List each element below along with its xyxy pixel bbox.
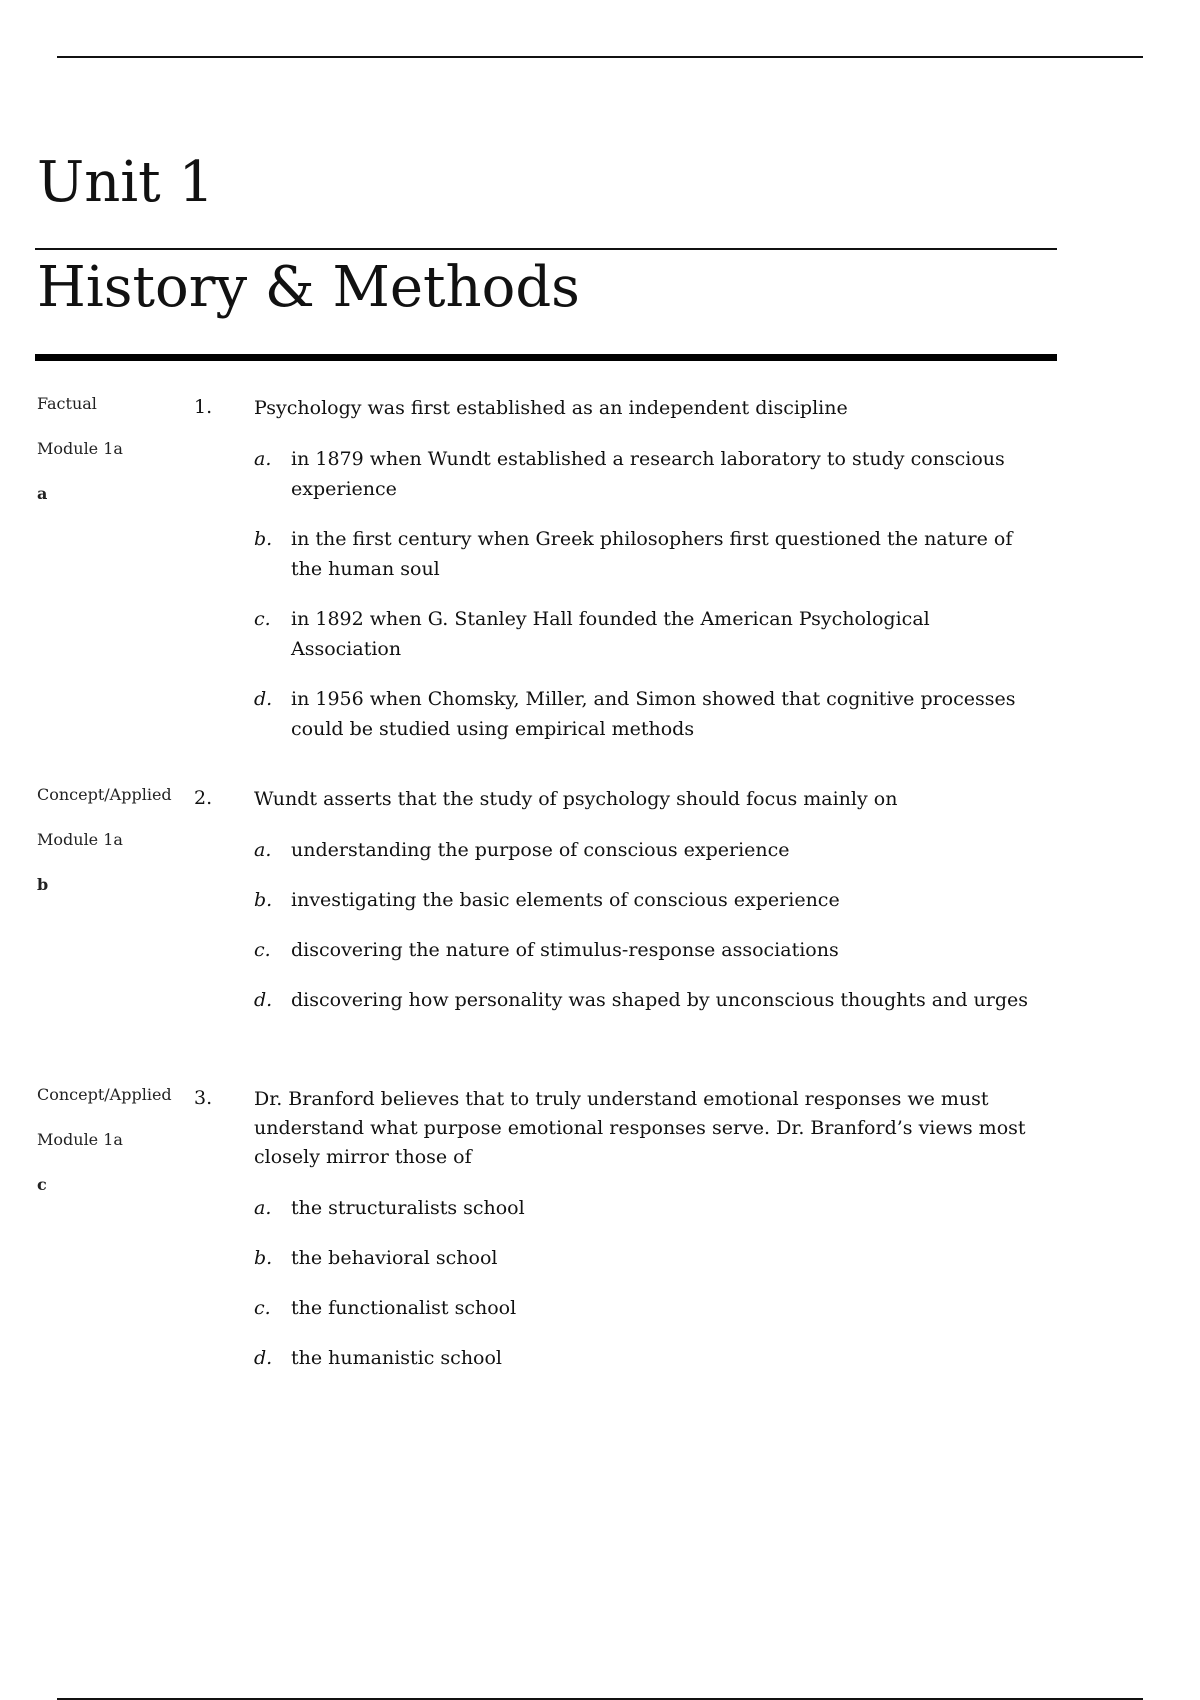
unit-title: Unit 1	[37, 150, 215, 215]
question-module: Module 1a	[37, 439, 123, 458]
option-d	[254, 985, 1044, 1015]
section-divider	[35, 354, 1057, 361]
option-a	[254, 444, 1044, 504]
option-text: the behavioral school	[291, 1247, 498, 1269]
question-type: Concept/Applied	[37, 1085, 172, 1104]
question-stem: Dr. Branford believes that to truly understand emotional responses we must understand what purpose emotional responses serve. Dr. Branford’s views most closely mirror those of	[254, 1088, 1026, 1168]
option-text: in 1956 when Chomsky, Miller, and Simon showed that cognitive processes could be studied using empirical methods	[291, 688, 1016, 740]
option-text: understanding the purpose of conscious experience	[291, 839, 790, 861]
question-meta	[37, 1085, 187, 1195]
answer-key: a	[37, 484, 48, 503]
question-body	[254, 1085, 1044, 1393]
option-letter: a.	[254, 448, 272, 470]
option-letter: b.	[254, 1247, 273, 1269]
option-letter: d.	[254, 989, 273, 1011]
option-letter: a.	[254, 1197, 272, 1219]
question-meta	[37, 394, 187, 504]
option-text: in 1879 when Wundt established a research laboratory to study conscious experience	[291, 448, 1005, 500]
option-a	[254, 835, 1044, 865]
option-d	[254, 1343, 1044, 1373]
option-letter: b.	[254, 889, 273, 911]
option-c	[254, 604, 1044, 664]
option-letter: a.	[254, 839, 272, 861]
answer-key: c	[37, 1175, 47, 1194]
answer-key: b	[37, 875, 49, 894]
option-c	[254, 1293, 1044, 1323]
option-text: discovering how personality was shaped by unconscious thoughts and urges	[291, 989, 1029, 1011]
question-number: 1.	[194, 396, 213, 418]
option-text: the structuralists school	[291, 1197, 525, 1219]
option-a	[254, 1193, 1044, 1223]
question-type: Factual	[37, 394, 97, 413]
question-stem: Wundt asserts that the study of psychology should focus mainly on	[254, 788, 898, 810]
option-text: the humanistic school	[291, 1347, 503, 1369]
option-letter: c.	[254, 1297, 271, 1319]
option-letter: c.	[254, 939, 271, 961]
option-text: in 1892 when G. Stanley Hall founded the American Psychological Association	[291, 608, 930, 660]
option-text: the functionalist school	[291, 1297, 517, 1319]
section-title: History & Methods	[37, 255, 580, 320]
question-meta	[37, 785, 187, 895]
question-body	[254, 394, 1044, 764]
title-divider	[35, 248, 1057, 250]
option-text: discovering the nature of stimulus-response associations	[291, 939, 839, 961]
question-type: Concept/Applied	[37, 785, 172, 804]
option-text: in the first century when Greek philosophers first questioned the nature of the human soul	[291, 528, 1013, 580]
option-c	[254, 935, 1044, 965]
question-number: 2.	[194, 787, 213, 809]
page-top-rule	[57, 56, 1143, 58]
question-module: Module 1a	[37, 1130, 123, 1149]
question-number: 3.	[194, 1087, 213, 1109]
question-stem: Psychology was first established as an independent discipline	[254, 397, 848, 419]
option-d	[254, 684, 1044, 744]
question-module: Module 1a	[37, 830, 123, 849]
option-b	[254, 1243, 1044, 1273]
option-b	[254, 885, 1044, 915]
option-letter: b.	[254, 528, 273, 550]
option-letter: d.	[254, 688, 273, 710]
question-body	[254, 785, 1044, 1035]
option-text: investigating the basic elements of conscious experience	[291, 889, 840, 911]
option-b	[254, 524, 1044, 584]
option-letter: d.	[254, 1347, 273, 1369]
option-letter: c.	[254, 608, 271, 630]
